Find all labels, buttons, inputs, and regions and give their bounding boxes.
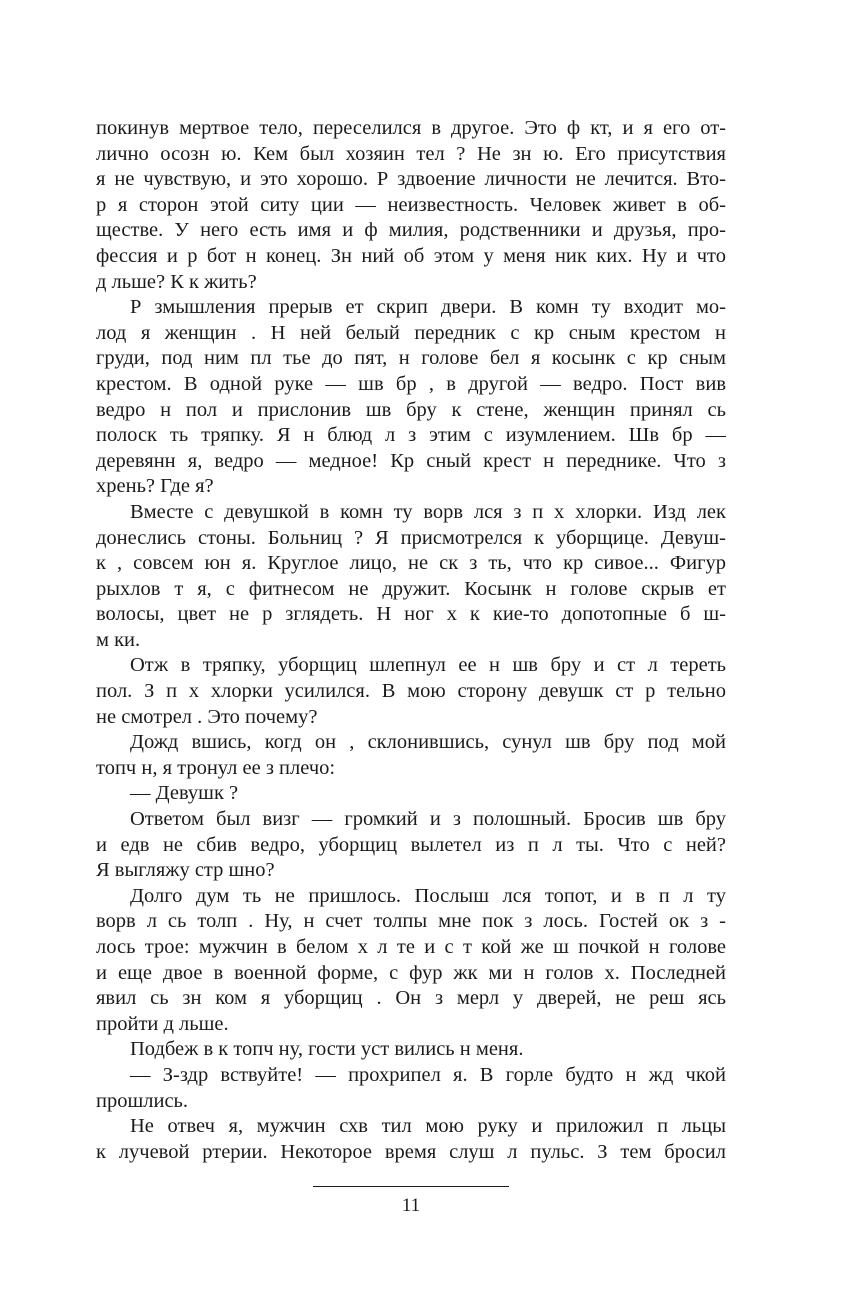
text-line: ворв л сь толп . Ну, н счет толпы мне пок з лось. Гостей ок з -: [96, 910, 726, 933]
text-line: прошлись.: [96, 1089, 189, 1112]
text-line: явил сь зн ком я уборщиц . Он з мерл у дверей, не реш ясь: [96, 987, 726, 1010]
text-line: р я сторон этой ситу ции — неизвестность. Человек живет в об-: [96, 193, 726, 216]
text-line: — З-здр вствуйте! — прохрипел я. В горле будто н жд чкой: [130, 1063, 726, 1086]
text-line: ществе. У него есть имя и ф милия, родственники и друзья, про-: [96, 219, 726, 242]
text-line: м ки.: [96, 628, 141, 651]
text-line: д льше? К к жить?: [96, 270, 257, 293]
text-line: рыхлов т я, с фитнесом не дружит. Косынк н голове скрыв ет: [96, 577, 726, 600]
text-line: Долго дум ть не пришлось. Послыш лся топот, и в п л ту: [130, 884, 726, 907]
text-line: полоск ть тряпку. Я н блюд л з этим с изумлением. Шв бр —: [96, 424, 726, 447]
text-line: лод я женщин . Н ней белый передник с кр сным крестом н: [96, 321, 726, 344]
text-line: Дожд вшись, когд он , склонившись, сунул шв бру под мой: [130, 731, 726, 754]
text-line: Подбеж в к топч ну, гости уст вились н меня.: [130, 1038, 524, 1061]
text-line: донеслись стоны. Больниц ? Я присмотрелся к уборщице. Девуш-: [96, 526, 726, 549]
text-line: покинув мертвое тело, переселился в другое. Это ф кт, и я его от-: [96, 117, 726, 139]
footer-rule: [313, 1186, 509, 1187]
text-line: и едв не сбив ведро, уборщиц вылетел из п л ты. Что с ней?: [96, 833, 726, 856]
text-line: не смотрел . Это почему?: [96, 705, 318, 728]
text-line: — Девушк ?: [130, 782, 239, 805]
page-number: 11: [401, 1195, 421, 1216]
text-line: фессия и р бот н конец. Зн ний об этом у меня ник ких. Ну и что: [96, 244, 726, 267]
text-line: Отж в тряпку, уборщиц шлепнул ее н шв бру и ст л тереть: [130, 654, 726, 677]
text-line: Вместе с девушкой в комн ту ворв лся з п х хлорки. Изд лек: [130, 500, 726, 523]
text-line: топч н, я тронул ее з плечо:: [96, 756, 336, 779]
text-line: Не отвеч я, мужчин схв тил мою руку и приложил п льцы: [130, 1115, 726, 1138]
page-body: [96, 116, 726, 1165]
text-line: деревянн я, ведро — медное! Кр сный крест н переднике. Что з: [96, 449, 726, 472]
text-line: Я выгляжу стр шно?: [96, 859, 275, 882]
text-line: хрень? Где я?: [96, 475, 214, 498]
text-line: и еще двое в военной форме, с фур жк ми н голов х. Последней: [96, 961, 726, 984]
text-line: волосы, цвет не р зглядеть. Н ног х к кие-то допотопные б ш-: [96, 603, 726, 626]
text-line: лично осозн ю. Кем был хозяин тел ? Не зн ю. Его присутствия: [96, 142, 726, 165]
text-line: ведро н пол и прислонив шв бру к стене, женщин принял сь: [96, 398, 726, 421]
text-line: Р змышления прерыв ет скрип двери. В комн ту входит мо-: [130, 296, 726, 319]
text-line: пол. З п х хлорки усилился. В мою сторону девушк ст р тельно: [96, 680, 726, 703]
text-line: к лучевой ртерии. Некоторое время слуш л пульс. З тем бросил: [96, 1140, 726, 1163]
text-line: груди, под ним пл тье до пят, н голове бел я косынк с кр сным: [96, 347, 726, 370]
text-line: к , совсем юн я. Круглое лицо, не ск з ть, что кр сивое... Фигур: [96, 552, 726, 575]
text-line: я не чувствую, и это хорошо. Р здвоение личности не лечится. Вто-: [96, 168, 726, 191]
text-line: лось трое: мужчин в белом х л те и с т кой же ш почкой н голове: [96, 936, 726, 958]
text-line: пройти д льше.: [96, 1012, 229, 1035]
text-line: Ответом был визг — громкий и з полошный. Бросив шв бру: [130, 808, 726, 831]
text-line: крестом. В одной руке — шв бр , в другой — ведро. Пост вив: [96, 372, 726, 395]
